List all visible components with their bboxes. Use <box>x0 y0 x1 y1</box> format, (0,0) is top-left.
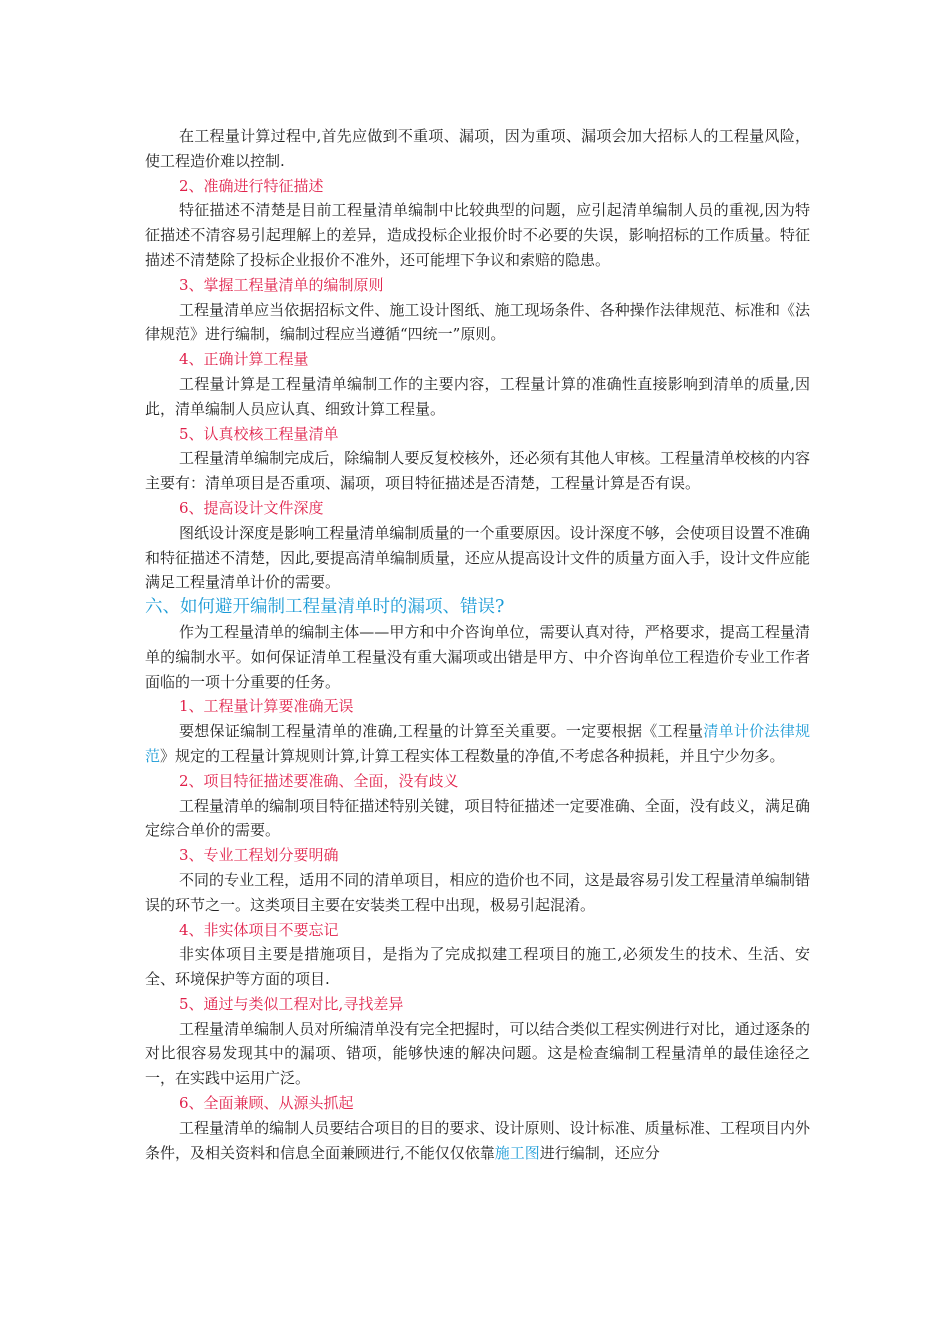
paragraph: 在工程量计算过程中,首先应做到不重项、漏项，因为重项、漏项会加大招标人的工程量风险，使工程造价难以控制. <box>145 127 810 170</box>
subheading: 1、工程量计算要准确无误 <box>179 697 354 716</box>
paragraph-with-link <box>145 1116 810 1166</box>
paragraph: 非实体项目主要是措施项目，是指为了完成拟建工程项目的施工,必须发生的技术、生活、安全、环境保护等方面的项目. <box>145 945 810 989</box>
subheading: 4、正确计算工程量 <box>179 350 309 369</box>
document-body <box>145 124 810 1165</box>
paragraph-text: 进行编制，还应分 <box>539 1143 660 1162</box>
subheading: 3、专业工程划分要明确 <box>179 846 339 865</box>
paragraph-text: 工程量清单的编制人员要结合项目的目的要求、设计原则、设计标准、质量标准、工程项目内外条件，及相关资料和信息全面兼顾进行,不能仅仅依靠 <box>145 1118 810 1162</box>
subheading: 4、非实体项目不要忘记 <box>179 920 339 939</box>
paragraph: 工程量清单编制人员对所编清单没有完全把握时，可以结合类似工程实例进行对比，通过逐条的对比很容易发现其中的漏项、错项，能够快速的解决问题。这是检查编制工程量清单的最佳途径之一，在实践中运用广泛。 <box>145 1019 810 1088</box>
paragraph-text: 要想保证编制工程量清单的准确,工程量的计算至关重要。一定要根据《工程量 <box>179 722 704 741</box>
paragraph: 特征描述不清楚是目前工程量清单编制中比较典型的问题，应引起清单编制人员的重视,因为特征描述不清容易引起理解上的差异，造成投标企业报价时不必要的失误，影响招标的工作质量。特征描述不清楚除了投标企业报价不准外，还可能埋下争议和索赔的隐患。 <box>145 201 810 269</box>
subheading: 2、准确进行特征描述 <box>179 176 324 195</box>
paragraph: 工程量清单应当依据招标文件、施工设计图纸、施工现场条件、各种操作法律规范、标准和《法律规范》进行编制，编制过程应当遵循“四统一”原则。 <box>145 300 810 344</box>
paragraph: 作为工程量清单的编制主体——甲方和中介咨询单位，需要认真对待，严格要求，提高工程量清单的编制水平。如何保证清单工程量没有重大漏项或出错是甲方、中介咨询单位工程造价专业工作者面临的一项十分重要的任务。 <box>145 622 810 691</box>
subheading: 6、全面兼顾、从源头抓起 <box>179 1094 354 1113</box>
section-heading: 六、如何避开编制工程量清单时的漏项、错误? <box>145 597 505 618</box>
paragraph-with-link <box>145 719 810 769</box>
subheading: 6、提高设计文件深度 <box>179 498 324 517</box>
subheading: 5、通过与类似工程对比,寻找差异 <box>179 994 404 1013</box>
subheading: 5、认真校核工程量清单 <box>179 424 339 443</box>
paragraph: 图纸设计深度是影响工程量清单编制质量的一个重要原因。设计深度不够，会使项目设置不准确和特征描述不清楚，因此,要提高清单编制质量，还应从提高设计文件的质量方面入手，设计文件应能满足工程量清单计价的需要。 <box>145 523 810 592</box>
paragraph-text: 》规定的工程量计算规则计算,计算工程实体工程数量的净值,不考虑各种损耗，并且宁少勿多。 <box>160 746 785 765</box>
paragraph: 工程量清单编制完成后，除编制人要反复校核外，还必须有其他人审核。工程量清单校核的内容主要有：清单项目是否重项、漏项，项目特征描述是否清楚，工程量计算是否有误。 <box>145 449 810 493</box>
paragraph: 不同的专业工程，适用不同的清单项目，相应的造价也不同，这是最容易引发工程量清单编制错误的环节之一。这类项目主要在安装类工程中出现，极易引起混淆。 <box>145 870 810 914</box>
inline-link[interactable]: 施工图 <box>494 1143 540 1162</box>
paragraph: 工程量清单的编制项目特征描述特别关键，项目特征描述一定要准确、全面，没有歧义，满足确定综合单价的需要。 <box>145 796 810 840</box>
subheading: 2、项目特征描述要准确、全面，没有歧义 <box>179 771 459 790</box>
paragraph: 工程量计算是工程量清单编制工作的主要内容，工程量计算的准确性直接影响到清单的质量,因此，清单编制人员应认真、细致计算工程量。 <box>145 374 810 418</box>
inline-link[interactable]: 清单计价法律规范 <box>145 722 810 765</box>
subheading: 3、掌握工程量清单的编制原则 <box>179 275 384 294</box>
